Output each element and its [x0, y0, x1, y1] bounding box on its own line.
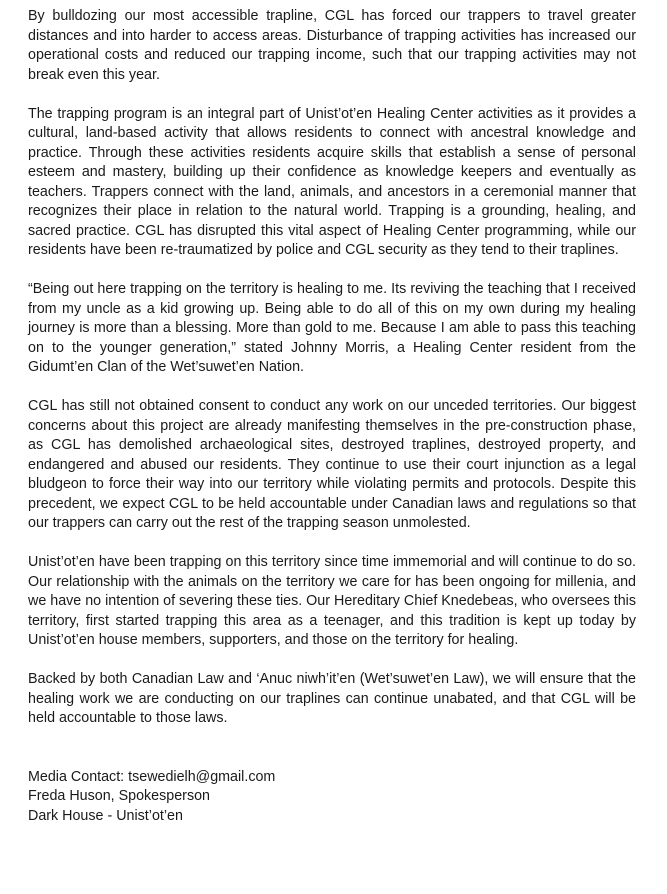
paragraph-trapline-bulldozing: By bulldozing our most accessible trapline, CGL has forced our trappers to travel greater distances and into harder to access areas. Disturbance of trapping activities has increased our operational costs and reduced our trapping income, such that our trapping activities may not break even this year.: [28, 8, 636, 83]
contact-block: [28, 768, 636, 827]
media-contact: Media Contact: tsewedielh@gmail.com: [28, 768, 276, 785]
paragraph-law: Backed by both Canadian Law and ‘Anuc niwh’it’en (Wet’suwet’en Law), we will ensure that the healing work we are conducting on our traplines can continue unabated, and that CGL will be held accountable to those laws.: [28, 671, 636, 726]
spokesperson-line: Freda Huson, Spokesperson: [28, 788, 210, 804]
house-line: Dark House - Unist’ot’en: [28, 807, 183, 824]
paragraph-johnny-morris-quote: “Being out here trapping on the territory is healing to me. Its reviving the teaching that I received from my uncle as a kid growing up. Being able to do all of this on my own during my healing journey is more than a blessing. More than gold to me. Because I am able to pass this teaching on to the younger generation,” stated Johnny Morris, a Healing Center resident from the Gidumt’en Clan of the Wet’suwet’en Nation.: [28, 281, 636, 375]
paragraph-trapping-program: The trapping program is an integral part of Unist’ot’en Healing Center activities as it provides a cultural, land-based activity that allows residents to connect with ancestral knowledge and practice. Through these activities residents acquire skills that establish a sense of personal esteem and mastery, building up their confidence as knowledge keepers and eventually as teachers. Trappers connect with the land, animals, and ancestors in a ceremonial manner that recognizes their place in relation to the natural world. Trapping is a grounding, healing, and sacred practice. CGL has disrupted this vital aspect of Healing Center programming, while our residents have been re-traumatized by police and CGL security as they tend to their traplines.: [28, 105, 636, 258]
document-page: [28, 7, 636, 826]
paragraph-consent: CGL has still not obtained consent to conduct any work on our unceded territories. Our biggest concerns about this project are already manifesting themselves in the pre-construction phase, as CGL has demolished archaeological sites, destroyed traplines, destroyed property, and endangered and abused our residents. They continue to use their court injunction as a legal bludgeon to force their way into our territory while violating permits and protocols. Despite this precedent, we expect CGL to be held accountable under Canadian laws and regulations so that our trappers can carry out the rest of the trapping season unmolested.: [28, 398, 636, 531]
paragraph-trapping-history: Unist’ot’en have been trapping on this territory since time immemorial and will continue to do so. Our relationship with the animals on the territory we care for has been ongoing for millenia, and we have no intention of severing these ties. Our Hereditary Chief Knedebeas, who oversees this territory, first started trapping this area as a teenager, and this tradition is kept up today by Unist’ot’en house members, supporters, and those on the territory for healing.: [28, 554, 636, 648]
